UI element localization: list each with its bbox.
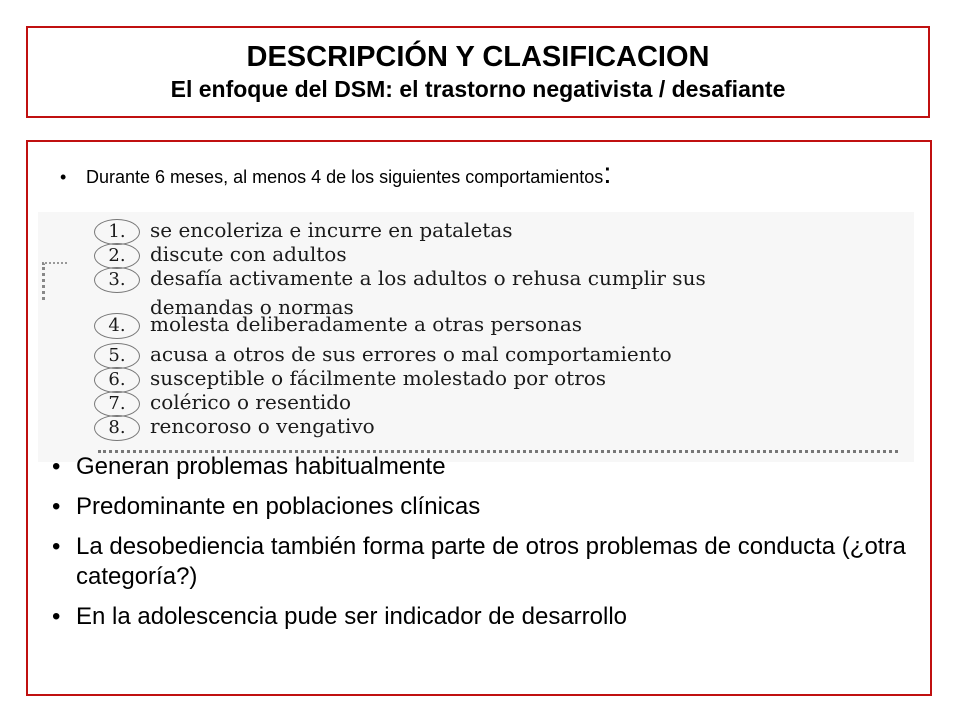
criterion-text: acusa a otros de sus errores o mal comportamiento — [150, 342, 672, 366]
criterion-item — [94, 242, 347, 269]
scan-margin-mark — [42, 262, 67, 300]
criterion-number: 2. — [94, 243, 140, 269]
bullet-list — [44, 452, 914, 642]
criterion-number: 4. — [94, 313, 140, 339]
content-box — [26, 140, 932, 696]
criterion-number — [94, 288, 140, 314]
criterion-number: 1. — [94, 219, 140, 245]
scanned-criteria-image — [38, 212, 914, 462]
criterion-item — [94, 218, 513, 245]
slide-title: DESCRIPCIÓN Y CLASIFICACION — [246, 41, 710, 73]
list-item — [44, 492, 914, 522]
list-item — [44, 532, 914, 592]
criterion-text: discute con adultos — [150, 242, 347, 266]
bullet-dot: • — [52, 453, 61, 480]
criterion-text: molesta deliberadamente a otras personas — [150, 312, 583, 336]
bullet-dot: • — [52, 493, 61, 520]
criterion-number: 8. — [94, 415, 140, 441]
bullet-text: La desobediencia también forma parte de otros problemas de conducta (¿otra categoría?) — [76, 533, 906, 590]
criterion-text: colérico o resentido — [150, 390, 352, 414]
criterion-item — [94, 342, 672, 369]
criterion-text: demandas o normas — [150, 295, 354, 319]
intro-text: Durante 6 meses, al menos 4 de los siguientes comportamientos — [86, 167, 604, 187]
intro-bullet — [60, 157, 612, 191]
criterion-item — [94, 390, 351, 417]
bullet-dot: • — [60, 167, 67, 187]
criterion-item — [94, 312, 582, 339]
criterion-text: desafía activamente a los adultos o rehusa cumplir sus — [150, 266, 706, 290]
slide-subtitle: El enfoque del DSM: el trastorno negativista / desafiante — [170, 76, 786, 102]
criterion-number: 7. — [94, 391, 140, 417]
title-box — [26, 26, 930, 118]
criterion-number: 6. — [94, 367, 140, 393]
criterion-text: se encoleriza e incurre en pataletas — [150, 218, 513, 242]
intro-colon: : — [603, 157, 612, 190]
bullet-text: En la adolescencia pude ser indicador de desarrollo — [76, 603, 628, 630]
list-item — [44, 452, 914, 482]
bullet-text: Generan problemas habitualmente — [76, 453, 446, 480]
bullet-text: Predominante en poblaciones clínicas — [76, 493, 481, 520]
criterion-item — [94, 414, 375, 441]
criterion-text: rencoroso o vengativo — [150, 414, 375, 438]
criterion-text: susceptible o fácilmente molestado por otros — [150, 366, 607, 390]
bullet-dot: • — [52, 533, 61, 560]
criterion-item — [94, 366, 606, 393]
bullet-dot: • — [52, 603, 61, 630]
list-item — [44, 602, 914, 632]
criterion-number: 3. — [94, 267, 140, 293]
criterion-number: 5. — [94, 343, 140, 369]
